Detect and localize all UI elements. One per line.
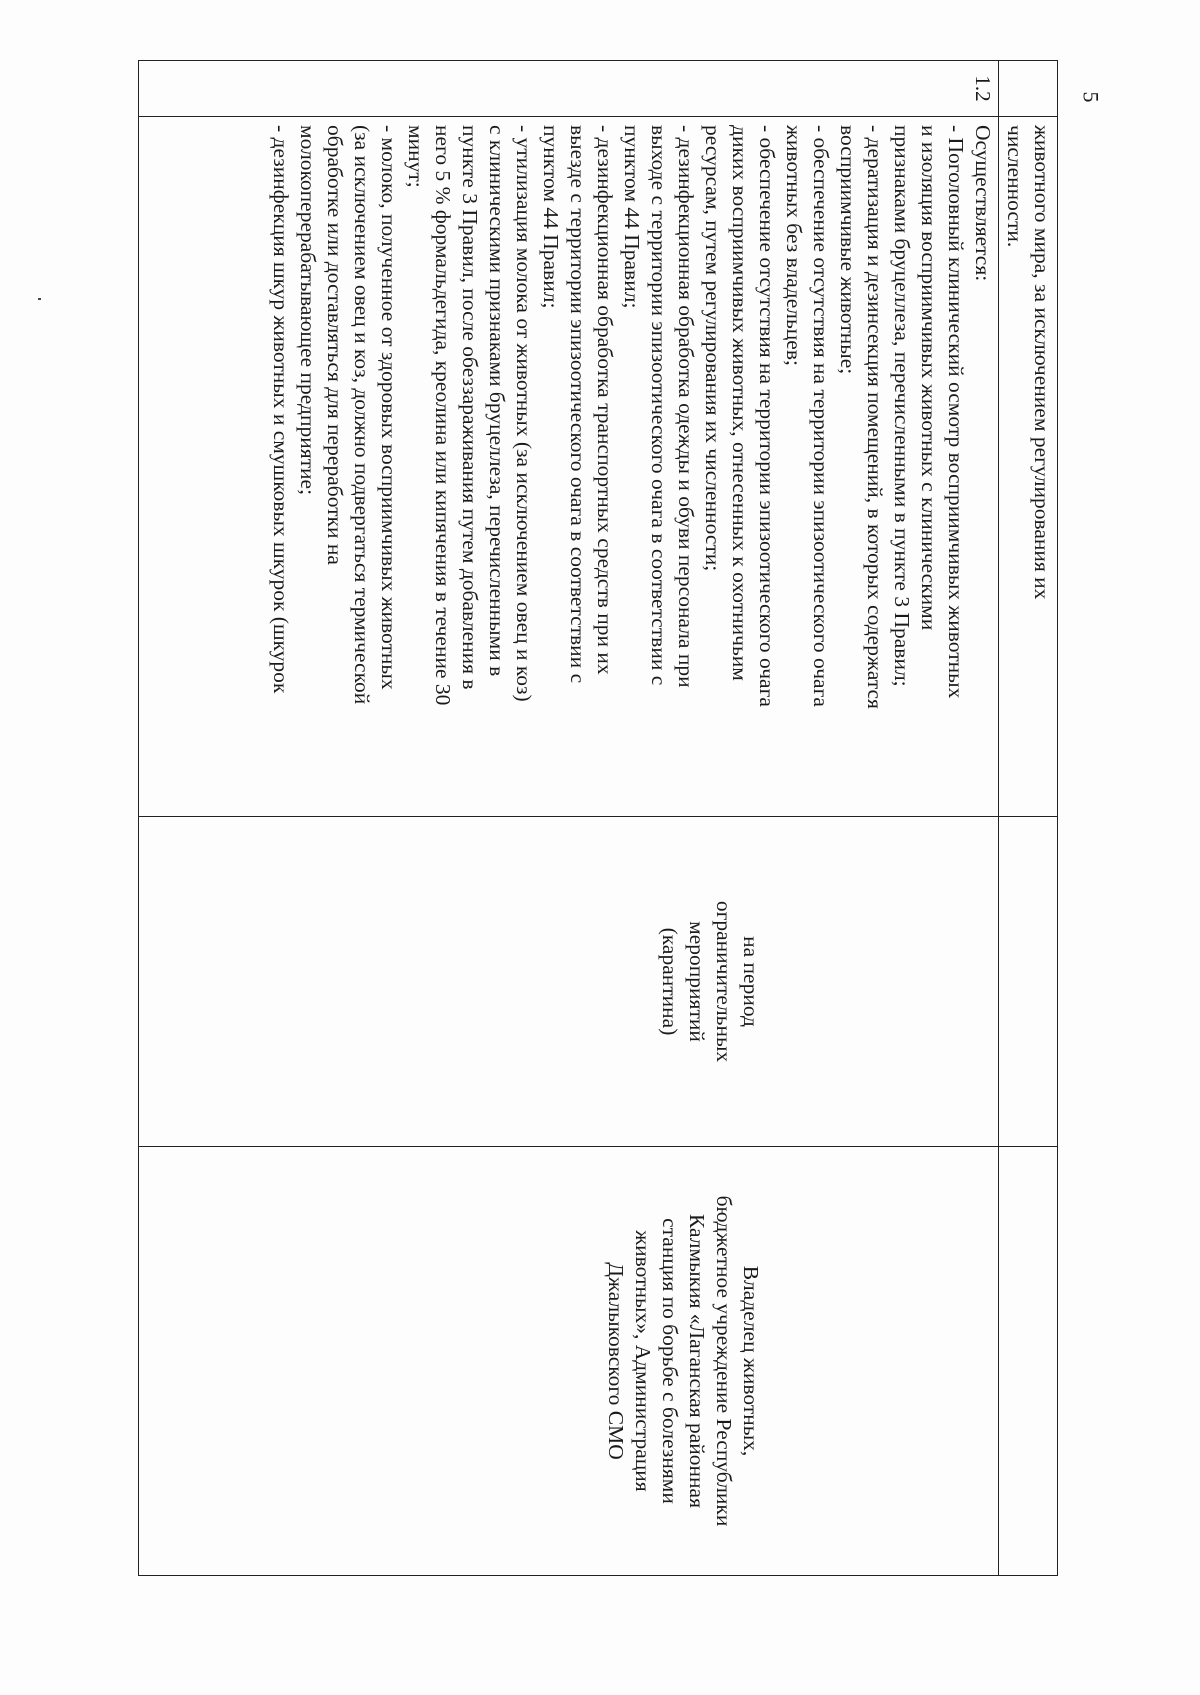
text-line: животного мира, за исключением регулирования их bbox=[1030, 125, 1054, 600]
text-line: с клиническими признаками бруцеллеза, перечисленными в bbox=[485, 125, 509, 677]
text-line: - Поголовный клинический осмотр восприимчивых животных bbox=[944, 125, 968, 699]
text-line: - утилизация молока от животных (за исключением овец и коз) bbox=[512, 125, 536, 702]
responsible-line: животных», Администрация bbox=[631, 1230, 655, 1492]
text-line: признаками бруцеллеза, перечисленными в пункте 3 Правил; bbox=[890, 125, 914, 687]
text-line: - дезинфекционная обработка транспортных средств при их bbox=[593, 125, 617, 675]
text-line: ресурсам, путем регулирования их численности; bbox=[701, 125, 725, 572]
text-line: молокоперерабатывающее предприятие; bbox=[296, 125, 320, 496]
text-line: выезде с территории эпизоотического очага в соответствии с bbox=[566, 125, 590, 684]
cell-term bbox=[999, 817, 1058, 1147]
term-line: (карантина) bbox=[658, 927, 682, 1036]
text-line: него 5 % формальдегида, креолина или кипячения в течение 30 bbox=[431, 125, 455, 706]
text-line: - дезинфекционная обработка одежды и обуви персонала при bbox=[674, 125, 698, 688]
text-line: - молоко, полученное от здоровых восприимчивых животных bbox=[377, 125, 401, 690]
cell-responsible bbox=[139, 1147, 999, 1576]
text-line: численности. bbox=[1003, 125, 1027, 248]
text-line: - обеспечение отсутствия на территории эпизоотического очага bbox=[755, 125, 779, 707]
text-line: пунктом 44 Правил; bbox=[539, 125, 563, 309]
responsible-line: Джалыковского СМО bbox=[604, 1262, 628, 1460]
responsible-line: Владелец животных, bbox=[739, 1265, 763, 1457]
cell-responsible bbox=[999, 1147, 1058, 1576]
page-number: 5 bbox=[1078, 91, 1104, 103]
cell-number: 1.2 bbox=[139, 61, 999, 117]
measures-table-rotated bbox=[138, 60, 1058, 1575]
table-row bbox=[999, 61, 1058, 1576]
text-line: - дератизация и дезинсекция помещений, в которых содержатся bbox=[863, 125, 887, 709]
term-line: на период bbox=[739, 936, 763, 1027]
scan-speck bbox=[38, 298, 41, 300]
text-line: (за исключением овец и коз, должно подвергаться термической bbox=[350, 125, 374, 705]
text-line: пунктом 44 Правил; bbox=[620, 125, 644, 309]
responsible-line: Калмыкия «Лаганская районная bbox=[685, 1214, 709, 1508]
term-line: ограничительных bbox=[712, 900, 736, 1063]
table-row bbox=[139, 61, 999, 1576]
text-line: Осуществляется: bbox=[971, 125, 995, 282]
cell-term bbox=[139, 817, 999, 1147]
responsible-line: станция по борьбе с болезнями bbox=[658, 1218, 682, 1504]
text-line: диких восприимчивых животных, отнесенных к охотничьим bbox=[728, 125, 752, 681]
text-line: восприимчивые животные; bbox=[836, 125, 860, 375]
term-line: мероприятий bbox=[685, 921, 709, 1042]
text-line: пункте 3 Правил, после обеззараживания путем добавления в bbox=[458, 125, 482, 690]
cell-measure-text bbox=[999, 117, 1058, 817]
responsible-line: бюджетное учреждение Республики bbox=[712, 1195, 736, 1527]
text-line: и изоляция восприимчивых животных с клиническими bbox=[917, 125, 941, 631]
text-line: выходе с территории эпизоотического очага в соответствии с bbox=[647, 125, 671, 686]
text-line: минут; bbox=[404, 125, 428, 188]
text-line: животных без владельцев; bbox=[782, 125, 806, 366]
cell-measure-text bbox=[139, 117, 999, 817]
text-line: - дезинфекция шкур животных и смушковых шкурок (шкурок bbox=[269, 125, 293, 694]
cell-number bbox=[999, 61, 1058, 117]
text-line: - обеспечение отсутствия на территории эпизоотического очага bbox=[809, 125, 833, 707]
text-line: обработке или доставляться для переработки на bbox=[323, 125, 347, 565]
measures-table bbox=[138, 60, 1058, 1576]
